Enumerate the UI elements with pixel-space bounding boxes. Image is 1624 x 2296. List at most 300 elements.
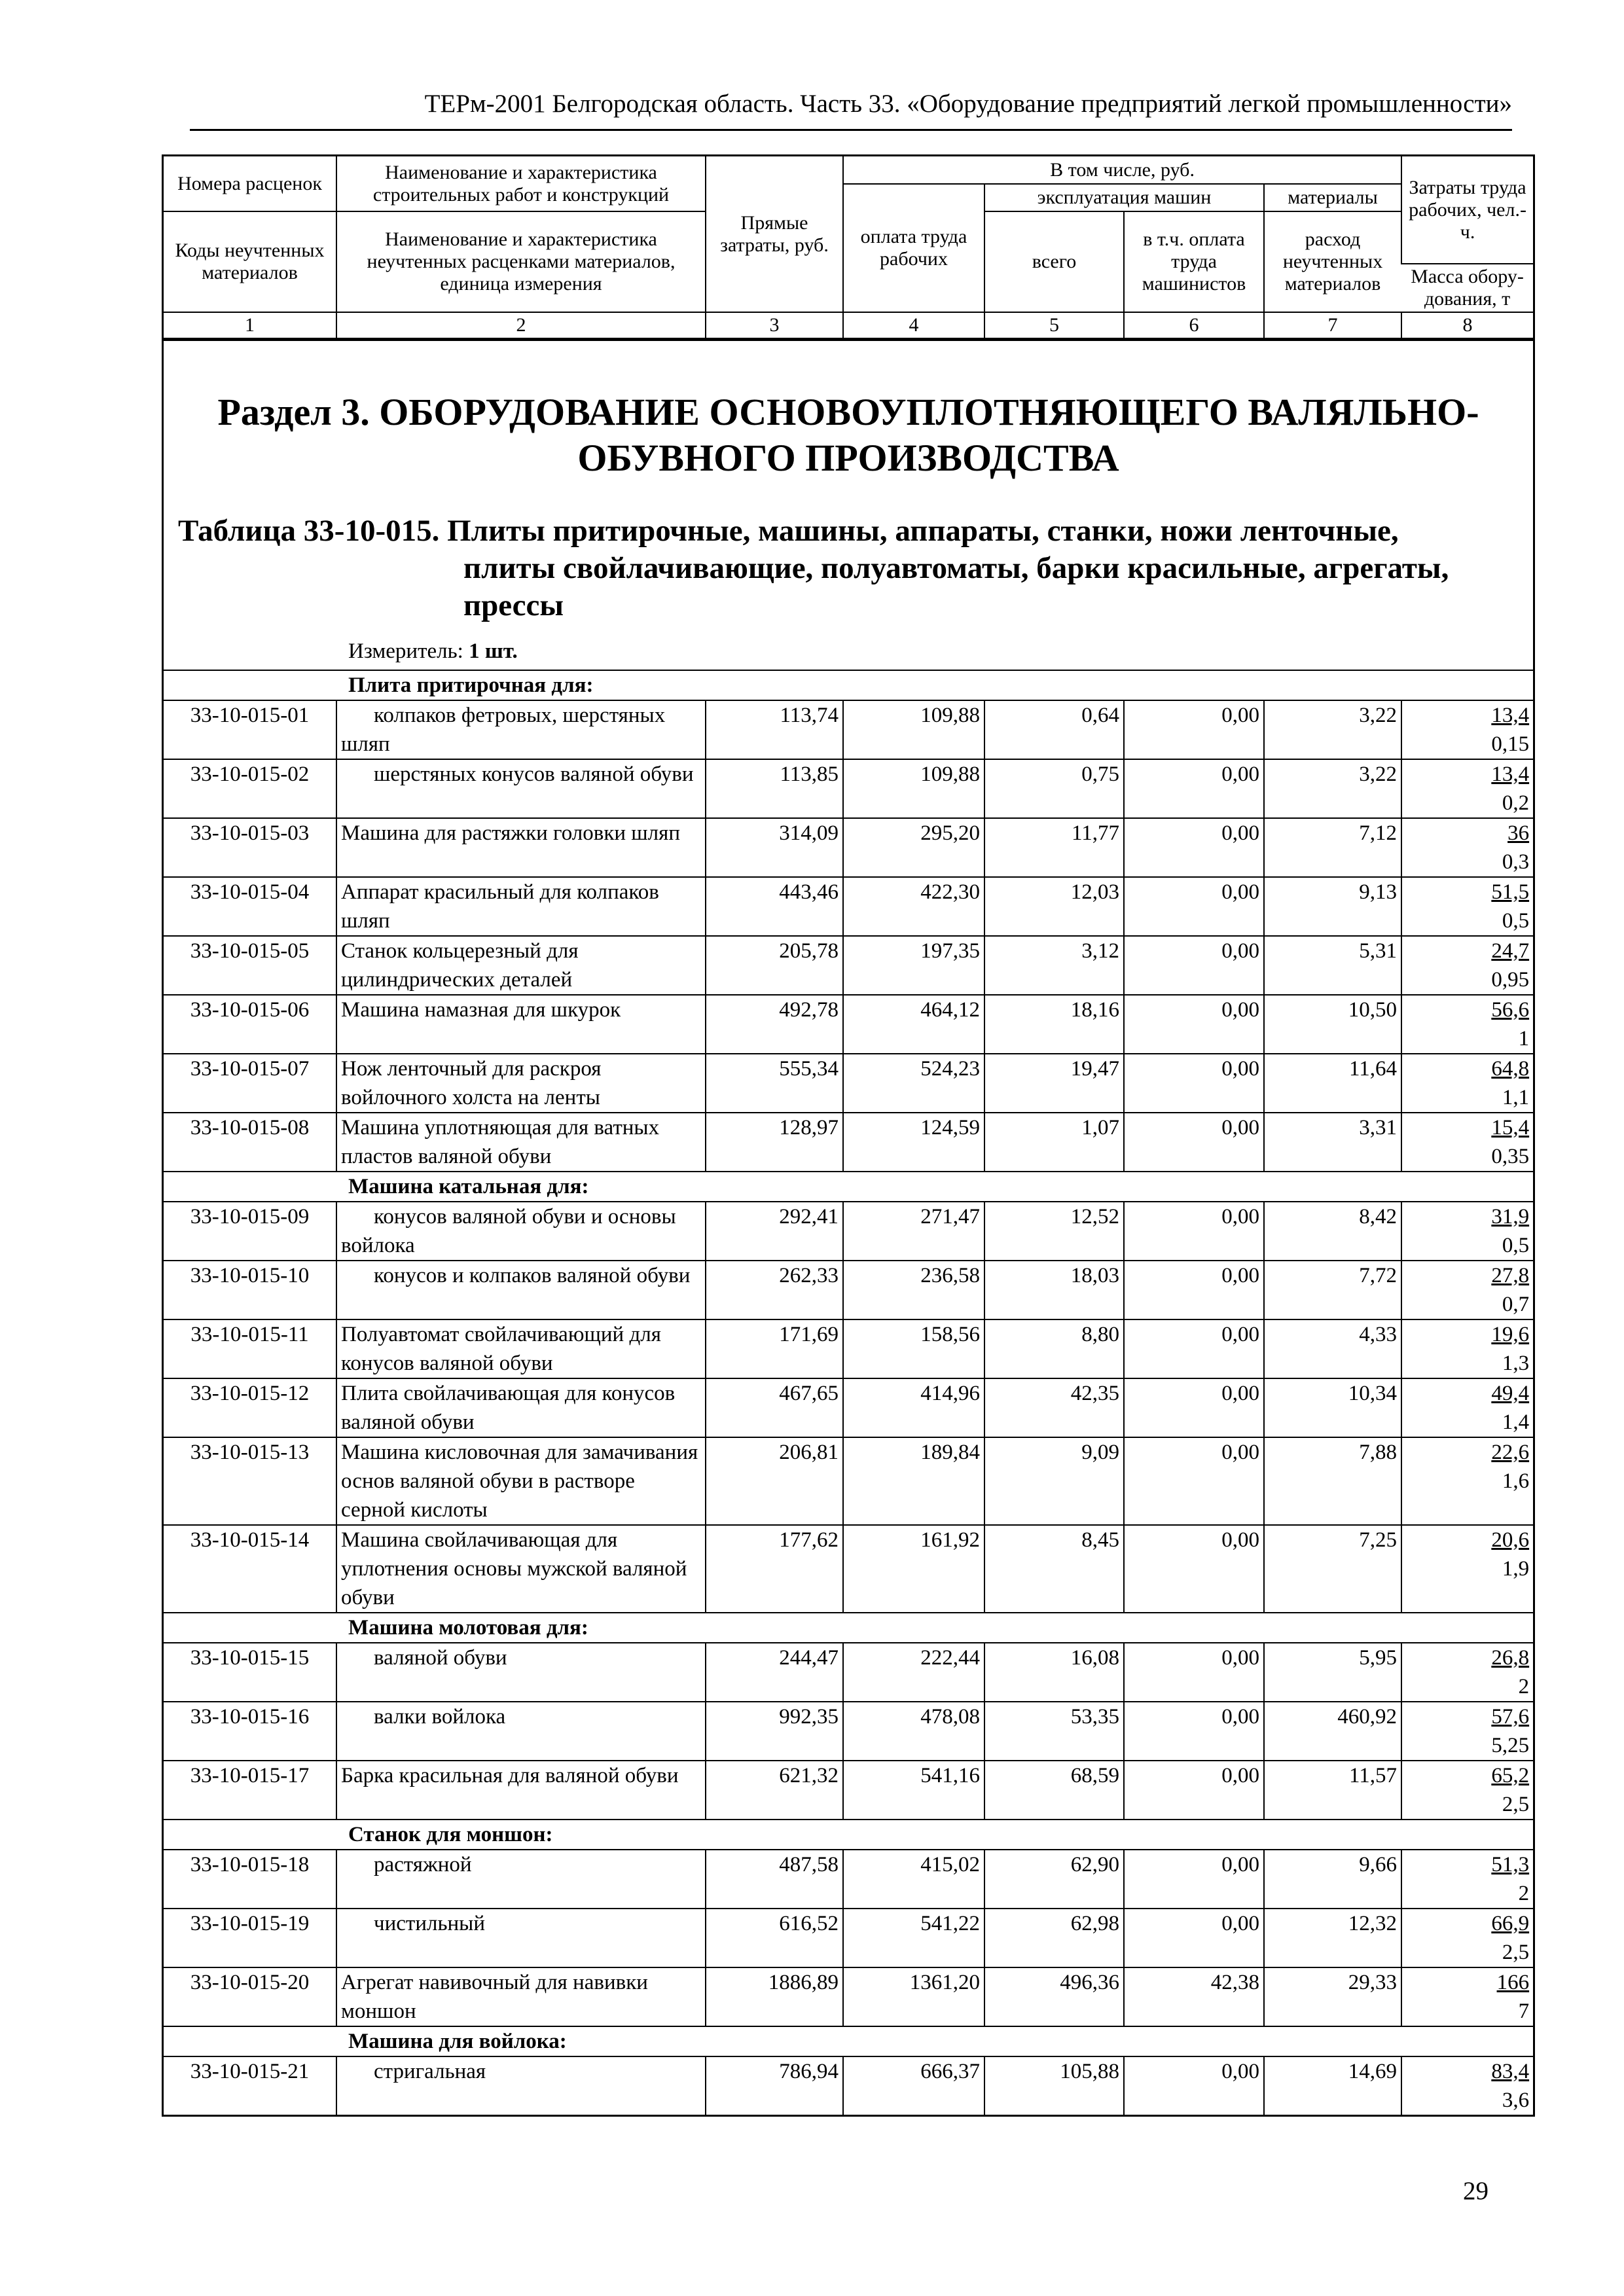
machine-costs: 0,64 [984,700,1124,759]
table-row [164,1261,1533,1319]
rate-name [336,1702,706,1761]
header-col1-bottom: Коды неучтенных материалов [164,211,336,312]
rate-name-text: колпаков фетровых, шерстяных шляп [341,704,666,756]
section-heading-block [164,339,1533,670]
labor-hours: 24,7 [1491,939,1530,963]
rate-code: 33-10-015-21 [164,2056,336,2116]
material-costs: 29,33 [1264,1967,1401,2026]
table-row [164,1643,1533,1702]
labor-hours: 27,8 [1491,1264,1530,1287]
equipment-mass: 0,7 [1502,1293,1530,1316]
header-col8-top: Затраты труда рабочих, чел.-ч. [1401,156,1533,264]
direct-costs: 177,62 [706,1525,843,1613]
rate-name [336,1761,706,1820]
rate-name-text: Машина намазная для шкурок [341,998,621,1022]
labor-costs: 109,88 [843,759,984,818]
header-col3: Прямые затраты, руб. [706,156,843,312]
labor-hours: 51,3 [1491,1853,1530,1876]
rate-code: 33-10-015-09 [164,1202,336,1261]
equipment-mass: 0,3 [1502,850,1530,874]
labor-hours: 166 [1496,1971,1530,1994]
rate-code: 33-10-015-06 [164,995,336,1054]
machinist-labor-costs: 0,00 [1124,936,1264,995]
measure-value: 1 шт. [469,639,518,663]
rate-name [336,936,706,995]
machinist-labor-costs: 0,00 [1124,1113,1264,1172]
table-row [164,1437,1533,1525]
labor-costs: 422,30 [843,877,984,936]
rate-code: 33-10-015-02 [164,759,336,818]
labor-hours-and-mass [1401,1378,1533,1437]
equipment-mass: 1,9 [1502,1557,1530,1581]
group-row [164,2026,1533,2056]
labor-hours: 64,8 [1491,1057,1530,1081]
rate-name-text: чистильный [374,1912,485,1935]
machine-costs: 9,09 [984,1437,1124,1525]
labor-hours-and-mass [1401,700,1533,759]
machine-costs: 3,12 [984,936,1124,995]
group-title: Машина молотовая для: [164,1613,1533,1643]
labor-hours-and-mass [1401,1967,1533,2026]
header-number: 1 [164,312,336,338]
header-col2-top: Наименование и характеристика строительных работ и конструкций [336,156,706,211]
table-row [164,995,1533,1054]
norms-table [162,154,1535,2117]
labor-hours: 26,8 [1491,1646,1530,1670]
labor-hours-and-mass [1401,1113,1533,1172]
rate-name-text: стригальная [374,2060,486,2083]
labor-hours: 20,6 [1491,1528,1530,1552]
material-costs: 7,72 [1264,1261,1401,1319]
rate-name-text: Нож ленточный для раскроя войлочного холста на ленты [341,1057,602,1109]
labor-hours: 57,6 [1491,1705,1530,1729]
table-row [164,2056,1533,2116]
equipment-mass: 2,5 [1502,1941,1530,1964]
direct-costs: 244,47 [706,1643,843,1702]
equipment-mass: 3,6 [1502,2089,1530,2112]
labor-hours: 66,9 [1491,1912,1530,1935]
machine-costs: 496,36 [984,1967,1124,2026]
equipment-mass: 1,6 [1502,1469,1530,1493]
equipment-mass: 1,1 [1502,1086,1530,1109]
labor-costs: 524,23 [843,1054,984,1113]
group-title: Машина для войлока: [164,2026,1533,2056]
rate-name-text: конусов валяной обуви и основы войлока [341,1205,676,1257]
rate-name [336,700,706,759]
table-row [164,1850,1533,1909]
header-group-label: В том числе, руб. [843,156,1401,184]
rate-name [336,1437,706,1525]
machine-costs: 19,47 [984,1054,1124,1113]
labor-hours: 49,4 [1491,1382,1530,1405]
rate-code: 33-10-015-08 [164,1113,336,1172]
material-costs: 10,34 [1264,1378,1401,1437]
rate-name [336,1525,706,1613]
rate-name-text: шерстяных конусов валяной обуви [374,762,694,786]
labor-hours-and-mass [1401,1319,1533,1378]
direct-costs: 992,35 [706,1702,843,1761]
machinist-labor-costs: 0,00 [1124,1437,1264,1525]
direct-costs: 314,09 [706,818,843,877]
machinist-labor-costs: 0,00 [1124,1909,1264,1967]
machine-costs: 1,07 [984,1113,1124,1172]
table-row [164,1202,1533,1261]
rate-name-text: Машина свойлачивающая для уплотнения основы мужской валяной обуви [341,1528,687,1609]
equipment-mass: 0,5 [1502,909,1530,933]
table-row [164,877,1533,936]
table-title-line: плиты свойлачивающие, полуавтоматы, барки красильные, агрегаты, [463,551,1449,585]
direct-costs: 128,97 [706,1113,843,1172]
material-costs: 3,31 [1264,1113,1401,1172]
header-number: 3 [706,312,843,338]
rate-name [336,2056,706,2116]
machine-costs: 18,16 [984,995,1124,1054]
material-costs: 11,64 [1264,1054,1401,1113]
equipment-mass: 0,15 [1491,732,1530,756]
labor-hours-and-mass [1401,2056,1533,2116]
rate-name-text: Полуавтомат свойлачивающий для конусов валяной обуви [341,1323,661,1375]
group-row [164,1613,1533,1643]
direct-costs: 555,34 [706,1054,843,1113]
labor-costs: 666,37 [843,2056,984,2116]
labor-hours-and-mass [1401,1761,1533,1820]
material-costs: 460,92 [1264,1702,1401,1761]
material-costs: 5,95 [1264,1643,1401,1702]
group-row [164,1172,1533,1202]
header-number: 5 [984,312,1124,338]
machinist-labor-costs: 0,00 [1124,1525,1264,1613]
table-row [164,818,1533,877]
table-header [164,156,1533,339]
material-costs: 7,88 [1264,1437,1401,1525]
rate-name-text: Аппарат красильный для колпаков шляп [341,880,659,933]
rate-code: 33-10-015-03 [164,818,336,877]
machine-costs: 8,80 [984,1319,1124,1378]
table-bottom-rule [164,2116,1533,2117]
rate-code: 33-10-015-17 [164,1761,336,1820]
labor-costs: 236,58 [843,1261,984,1319]
table-row [164,1378,1533,1437]
table-title-line: Таблица 33-10-015. Плиты притирочные, машины, аппараты, станки, ножи ленточные, [178,514,1399,548]
labor-hours: 83,4 [1491,2060,1530,2083]
rate-code: 33-10-015-20 [164,1967,336,2026]
direct-costs: 492,78 [706,995,843,1054]
header-col8-bottom: Масса обору-дования, т [1401,264,1533,312]
machinist-labor-costs: 0,00 [1124,1261,1264,1319]
page-number: 29 [1463,2177,1489,2205]
labor-costs: 189,84 [843,1437,984,1525]
direct-costs: 467,65 [706,1378,843,1437]
material-costs: 10,50 [1264,995,1401,1054]
labor-hours: 65,2 [1491,1764,1530,1787]
equipment-mass: 2 [1518,1675,1530,1698]
rate-name [336,1643,706,1702]
rate-name-text: Барка красильная для валяной обуви [341,1764,679,1787]
rate-name [336,1202,706,1261]
machine-costs: 16,08 [984,1643,1124,1702]
rate-name [336,1054,706,1113]
labor-hours-and-mass [1401,1261,1533,1319]
direct-costs: 113,85 [706,759,843,818]
labor-hours-and-mass [1401,877,1533,936]
material-costs: 5,31 [1264,936,1401,995]
rate-name-text: Станок кольцерезный для цилиндрических деталей [341,939,579,992]
group-row [164,1820,1533,1850]
labor-hours: 13,4 [1491,704,1530,727]
direct-costs: 205,78 [706,936,843,995]
material-costs: 9,66 [1264,1850,1401,1909]
labor-hours-and-mass [1401,1054,1533,1113]
machine-costs: 42,35 [984,1378,1124,1437]
labor-costs: 541,22 [843,1909,984,1967]
equipment-mass: 1,3 [1502,1352,1530,1375]
equipment-mass: 5,25 [1491,1734,1530,1757]
machine-costs: 8,45 [984,1525,1124,1613]
labor-costs: 478,08 [843,1702,984,1761]
direct-costs: 616,52 [706,1909,843,1967]
material-costs: 7,25 [1264,1525,1401,1613]
machinist-labor-costs: 0,00 [1124,1643,1264,1702]
header-number: 2 [336,312,706,338]
machinist-labor-costs: 0,00 [1124,1202,1264,1261]
direct-costs: 113,74 [706,700,843,759]
measure-label: Измеритель: [348,639,463,663]
labor-costs: 109,88 [843,700,984,759]
group-title: Плита притирочная для: [164,670,1533,700]
equipment-mass: 2,5 [1502,1793,1530,1816]
machinist-labor-costs: 0,00 [1124,1761,1264,1820]
direct-costs: 262,33 [706,1261,843,1319]
machine-costs: 53,35 [984,1702,1124,1761]
header-number: 6 [1124,312,1264,338]
header-col2-bottom: Наименование и характеристика неучтенных расценками материалов, единица измерения [336,211,706,312]
table-row [164,759,1533,818]
labor-costs: 158,56 [843,1319,984,1378]
material-costs: 7,12 [1264,818,1401,877]
equipment-mass: 0,5 [1502,1234,1530,1257]
machinist-labor-costs: 0,00 [1124,759,1264,818]
labor-hours: 56,6 [1491,998,1530,1022]
labor-costs: 295,20 [843,818,984,877]
equipment-mass: 1 [1518,1027,1530,1050]
rate-code: 33-10-015-19 [164,1909,336,1967]
material-costs: 4,33 [1264,1319,1401,1378]
labor-hours: 15,4 [1491,1116,1530,1139]
labor-costs: 415,02 [843,1850,984,1909]
rate-name [336,995,706,1054]
header-materials-label: материалы [1264,184,1401,211]
material-costs: 11,57 [1264,1761,1401,1820]
machine-costs: 12,03 [984,877,1124,936]
direct-costs: 171,69 [706,1319,843,1378]
rate-code: 33-10-015-04 [164,877,336,936]
rate-code: 33-10-015-15 [164,1643,336,1702]
machinist-labor-costs: 0,00 [1124,1850,1264,1909]
labor-hours: 31,9 [1491,1205,1530,1229]
rate-code: 33-10-015-14 [164,1525,336,1613]
direct-costs: 786,94 [706,2056,843,2116]
table-row [164,1525,1533,1613]
rate-name [336,1967,706,2026]
machine-costs: 68,59 [984,1761,1124,1820]
header-machines-label: эксплуатация машин [984,184,1264,211]
labor-hours-and-mass [1401,1525,1533,1613]
rate-code: 33-10-015-07 [164,1054,336,1113]
header-col7: расход неучтенных материалов [1264,211,1401,312]
rate-code: 33-10-015-01 [164,700,336,759]
group-title: Машина катальная для: [164,1172,1533,1202]
machine-costs: 62,98 [984,1909,1124,1967]
labor-hours-and-mass [1401,1643,1533,1702]
labor-hours: 22,6 [1491,1441,1530,1464]
rate-name [336,759,706,818]
direct-costs: 206,81 [706,1437,843,1525]
rate-code: 33-10-015-16 [164,1702,336,1761]
rate-name [336,1113,706,1172]
table-body [164,670,1533,2117]
labor-costs: 271,47 [843,1202,984,1261]
rate-name-text: валки войлока [374,1705,506,1729]
rate-name [336,1850,706,1909]
machinist-labor-costs: 0,00 [1124,1319,1264,1378]
labor-costs: 197,35 [843,936,984,995]
labor-costs: 464,12 [843,995,984,1054]
labor-hours: 36 [1507,821,1530,845]
rate-name-text: конусов и колпаков валяной обуви [374,1264,691,1287]
equipment-mass: 0,95 [1491,968,1530,992]
rate-name [336,1378,706,1437]
labor-hours: 13,4 [1491,762,1530,786]
labor-costs: 161,92 [843,1525,984,1613]
rate-name [336,1261,706,1319]
rate-code: 33-10-015-12 [164,1378,336,1437]
equipment-mass: 0,35 [1491,1145,1530,1168]
labor-hours-and-mass [1401,995,1533,1054]
equipment-mass: 1,4 [1502,1410,1530,1434]
labor-hours-and-mass [1401,759,1533,818]
machinist-labor-costs: 0,00 [1124,700,1264,759]
machinist-labor-costs: 0,00 [1124,1702,1264,1761]
direct-costs: 443,46 [706,877,843,936]
table-row [164,1054,1533,1113]
material-costs: 12,32 [1264,1909,1401,1967]
labor-costs: 541,16 [843,1761,984,1820]
header-rule [190,129,1512,131]
rate-name [336,1319,706,1378]
rate-code: 33-10-015-10 [164,1261,336,1319]
labor-hours: 51,5 [1491,880,1530,904]
machine-costs: 18,03 [984,1261,1124,1319]
rate-name-text: Агрегат навивочный для навивки моншон [341,1971,648,2023]
labor-hours-and-mass [1401,1850,1533,1909]
rate-code: 33-10-015-18 [164,1850,336,1909]
rate-code: 33-10-015-13 [164,1437,336,1525]
group-title: Станок для моншон: [164,1820,1533,1850]
labor-costs: 1361,20 [843,1967,984,2026]
table-row [164,1967,1533,2026]
material-costs: 14,69 [1264,2056,1401,2116]
labor-costs: 414,96 [843,1378,984,1437]
material-costs: 9,13 [1264,877,1401,936]
section-title-line: ОБУВНОГО ПРОИЗВОДСТВА [577,437,1119,479]
labor-hours: 19,6 [1491,1323,1530,1346]
running-header: ТЕРм-2001 Белгородская область. Часть 33. «Оборудование предприятий легкой промышленности» [424,90,1512,118]
table-row [164,936,1533,995]
machinist-labor-costs: 0,00 [1124,995,1264,1054]
header-col1-top: Номера расценок [164,156,336,211]
labor-hours-and-mass [1401,1702,1533,1761]
direct-costs: 487,58 [706,1850,843,1909]
labor-hours-and-mass [1401,936,1533,995]
machinist-labor-costs: 42,38 [1124,1967,1264,2026]
machine-costs: 11,77 [984,818,1124,877]
rate-name [336,818,706,877]
labor-hours-and-mass [1401,1909,1533,1967]
rate-code: 33-10-015-05 [164,936,336,995]
section-title [164,389,1533,481]
material-costs: 3,22 [1264,700,1401,759]
machine-costs: 0,75 [984,759,1124,818]
rate-name-text: Машина для растяжки головки шляп [341,821,680,845]
machinist-labor-costs: 0,00 [1124,1378,1264,1437]
machine-costs: 105,88 [984,2056,1124,2116]
section-title-line: Раздел 3. ОБОРУДОВАНИЕ ОСНОВОУПЛОТНЯЮЩЕГО ВАЛЯЛЬНО- [217,391,1479,433]
table-title [178,512,1526,624]
machine-costs: 62,90 [984,1850,1124,1909]
equipment-mass: 0,2 [1502,791,1530,815]
machinist-labor-costs: 0,00 [1124,1054,1264,1113]
table-row [164,1319,1533,1378]
rate-code: 33-10-015-11 [164,1319,336,1378]
header-col5: всего [984,211,1124,312]
direct-costs: 1886,89 [706,1967,843,2026]
table-row [164,1702,1533,1761]
equipment-mass: 2 [1518,1882,1530,1905]
labor-hours-and-mass [1401,1202,1533,1261]
rate-name-text: растяжной [374,1853,472,1876]
equipment-mass: 7 [1518,2000,1530,2023]
rate-name [336,877,706,936]
table-row [164,700,1533,759]
rate-name-text: Машина кисловочная для замачивания основ валяной обуви в растворе серной кислоты [341,1441,698,1522]
rate-name [336,1909,706,1967]
rate-name-text: Плита свойлачивающая для конусов валяной обуви [341,1382,676,1434]
measure-unit [348,639,518,664]
rate-name-text: валяной обуви [374,1646,507,1670]
table-row [164,1909,1533,1967]
header-col4: оплата труда рабочих [843,184,984,312]
material-costs: 8,42 [1264,1202,1401,1261]
group-row [164,670,1533,700]
labor-hours-and-mass [1401,1437,1533,1525]
labor-costs: 222,44 [843,1643,984,1702]
direct-costs: 621,32 [706,1761,843,1820]
table-title-line: прессы [463,588,564,622]
header-number: 8 [1401,312,1533,338]
material-costs: 3,22 [1264,759,1401,818]
table-row [164,1761,1533,1820]
machinist-labor-costs: 0,00 [1124,877,1264,936]
header-number: 7 [1264,312,1401,338]
machinist-labor-costs: 0,00 [1124,818,1264,877]
labor-hours-and-mass [1401,818,1533,877]
labor-costs: 124,59 [843,1113,984,1172]
table-row [164,1113,1533,1172]
header-number: 4 [843,312,984,338]
rate-name-text: Машина уплотняющая для ватных пластов валяной обуви [341,1116,660,1168]
machine-costs: 12,52 [984,1202,1124,1261]
header-col6: в т.ч. оплата труда машинистов [1124,211,1264,312]
